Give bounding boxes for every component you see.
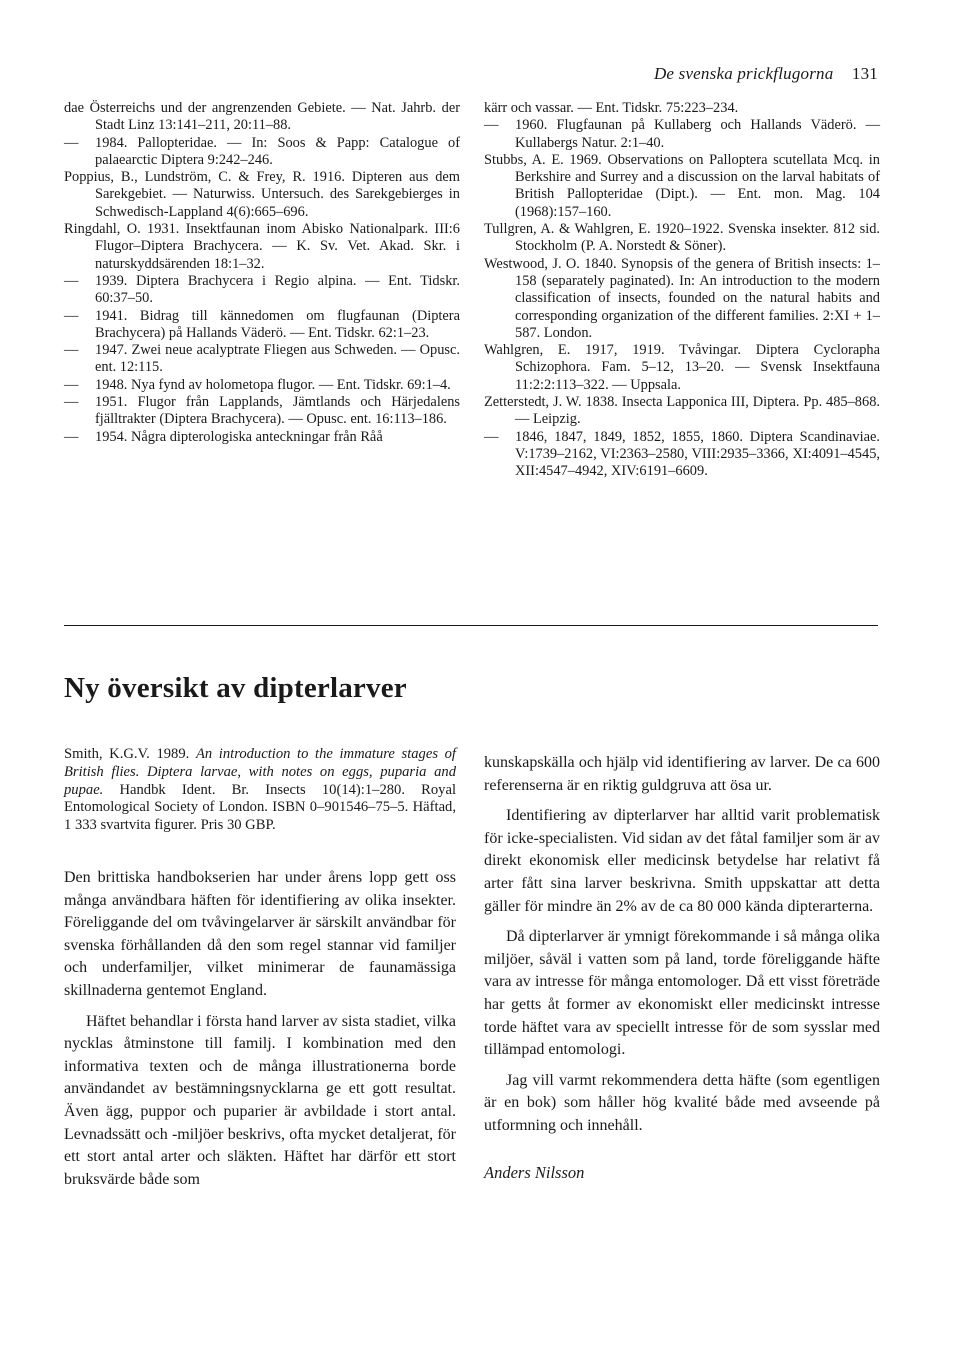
reference-entry: — 1984. Pallopteridae. — In: Soos & Papp: Catalogue of palaearctic Diptera 9:242–246. (64, 134, 460, 168)
reference-entry: kärr och vassar. — Ent. Tidskr. 75:223–234. (484, 100, 739, 116)
reference-entry: dae Österreichs und der angrenzenden Gebiete. — Nat. Jahrb. der Stadt Linz 13:141–211, 20:11–88. (64, 100, 460, 134)
ditto-dash: — (64, 428, 79, 445)
section-divider (64, 625, 878, 626)
references-left-column (64, 100, 460, 446)
reference-entry: — 1846, 1847, 1849, 1852, 1855, 1860. Diptera Scandinaviae. V:1739–2162, VI:2363–2580, VIII:2935–3366, XI:4091–4545, XII:4547–4942, XIV:6191–6609. (484, 428, 880, 480)
reference-entry: Poppius, B., Lundström, C. & Frey, R. 1916. Dipteren aus dem Sarekgebiet. — Naturwiss. Untersuch. des Sarekgebierges in Schwedisch-Lappland 4(6):665–696. (64, 169, 460, 220)
ditto-dash: — (64, 134, 79, 151)
reviewer-signature: Anders Nilsson (484, 1162, 585, 1182)
ditto-dash: — (484, 117, 499, 134)
review-paragraph: Häftet behandlar i första hand larver av sista stadiet, vilka nycklas åtminstone till familj. I kombination med den informativa texten och de många illustrationerna borde användandet av bestämningsnycklarna ge ett gott resultat. Även ägg, puppor och puparier är avbildade i stort antal. Levnadssätt och -miljöer beskrivs, ofta mycket detaljerat, för ett stort antal arter och släkten. Häftet har därför ett stort bruksvärde både som (64, 1012, 456, 1188)
reference-entry: Zetterstedt, J. W. 1838. Insecta Lapponica III, Diptera. Pp. 485–868. — Leipzig. (484, 394, 880, 428)
reference-entry: Tullgren, A. & Wahlgren, E. 1920–1922. Svenska insekter. 812 sid. Stockholm (P. A. Norstedt & Söner). (484, 221, 880, 255)
review-left-column (64, 746, 456, 1191)
page-number: 131 (851, 64, 878, 83)
book-citation (64, 746, 456, 835)
review-paragraph: Då dipterlarver är ymnigt förekommande i så många olika miljöer, såväl i vatten som på land, torde föreliggande häfte vara av intresse för många entomologer. Då ett visst företräde har getts åt former av ekonomiskt eller medicinskt intresse torde häftet vara av speciellt intresse för de som sysslar med tillämpad entomologi. (484, 928, 880, 1059)
reference-entry: Ringdahl, O. 1931. Insektfaunan inom Abisko Nationalpark. III:6 Flugor–Diptera Brachycera. — K. Sv. Vet. Akad. Skr. i naturskyddsärenden 18:1–32. (64, 221, 460, 272)
ditto-dash: — (64, 342, 79, 359)
ditto-dash: — (64, 376, 79, 393)
reference-entry: — 1948. Nya fynd av holometopa flugor. — Ent. Tidskr. 69:1–4. (64, 376, 451, 393)
book-title: An introduction to the immature stages of British flies. Diptera larvae, with notes on eggs, puparia and pupae. (64, 746, 456, 798)
review-paragraph: Jag vill varmt rekommendera detta häfte (som egentligen är en bok) som håller hög kvalité både med avseende på utformning och innehåll. (484, 1071, 880, 1134)
book-details: Handbk Ident. Br. Insects 10(14):1–280. Royal Entomological Society of London. ISBN 0–901546–75–5. Häftad, 1 333 svartvita figurer. Pris 30 GBP. (64, 781, 456, 834)
review-paragraph: Den brittiska handbokserien har under årens lopp gett oss många användbara häften för identifiering av olika insekter. Föreliggande del om tvåvingelarver är särskilt användbar för svenska förhållanden då den som regel stannar vid familjer och underfamiljer, vilket minimerar de faunamässiga skillnaderna gentemot England. (64, 868, 456, 999)
running-head (654, 64, 878, 84)
ditto-dash: — (64, 307, 79, 324)
reference-entry: Stubbs, A. E. 1969. Observations on Palloptera scutellata Mcq. in Berkshire and Surrey and a discussion on the larval habitats of British Pallopteridae (Dipt.). — Ent. mon. Mag. 104 (1968):157–160. (484, 151, 880, 220)
reference-entry: — 1941. Bidrag till kännedomen om flugfaunan (Diptera Brachycera) på Hallands Väderö. — Ent. Tidskr. 62:1–23. (64, 307, 460, 341)
reference-entry: — 1951. Flugor från Lapplands, Jämtlands och Härjedalens fjälltrakter (Diptera Brachycera). — Opusc. ent. 16:113–186. (64, 394, 460, 428)
reference-entry: Westwood, J. O. 1840. Synopsis of the genera of British insects: 1–158 (separately paginated). In: An introduction to the modern classification of insects, founded on the natural habits and corresponding organization of the different families. 2:XI + 1–587. London. (484, 255, 880, 341)
ditto-dash: — (484, 428, 499, 445)
reference-entry: — 1954. Några dipterologiska anteckningar från Råå (64, 428, 383, 445)
journal-title: De svenska prickflugorna (653, 64, 834, 83)
review-title: Ny översikt av dipterlarver (64, 672, 407, 704)
review-right-column (484, 752, 880, 1184)
review-paragraph: kunskapskälla och hjälp vid identifiering av larver. De ca 600 referenserna är en riktig guldgruva att ösa ur. (484, 754, 880, 794)
ditto-dash: — (64, 394, 79, 411)
reference-entry: — 1939. Diptera Brachycera i Regio alpina. — Ent. Tidskr. 60:37–50. (64, 272, 460, 307)
reference-entry: Wahlgren, E. 1917, 1919. Tvåvingar. Diptera Cyclorapha Schizophora. Fam. 5–12, 13–20. — Svensk Insektfauna 11:2:2:113–322. — Uppsala. (484, 342, 880, 393)
book-author: Smith, K.G.V. 1989. (64, 746, 190, 762)
references-right-column (484, 100, 880, 481)
reference-entry: — 1947. Zwei neue acalyptrate Fliegen aus Schweden. — Opusc. ent. 12:115. (64, 342, 460, 376)
review-paragraph: Identifiering av dipterlarver har alltid varit problematisk för icke-specialisten. Vid sidan av det fåtal familjer som är av direkt ekonomisk eller medicinsk betydelse har relativt få arter fått sina larver beskrivna. Smith uppskattar att detta gäller för mindre än 2% av de ca 80 000 kända dipterarterna. (484, 807, 880, 915)
ditto-dash: — (64, 272, 79, 289)
reference-entry: — 1960. Flugfaunan på Kullaberg och Hallands Väderö. — Kullabergs Natur. 2:1–40. (484, 117, 880, 151)
